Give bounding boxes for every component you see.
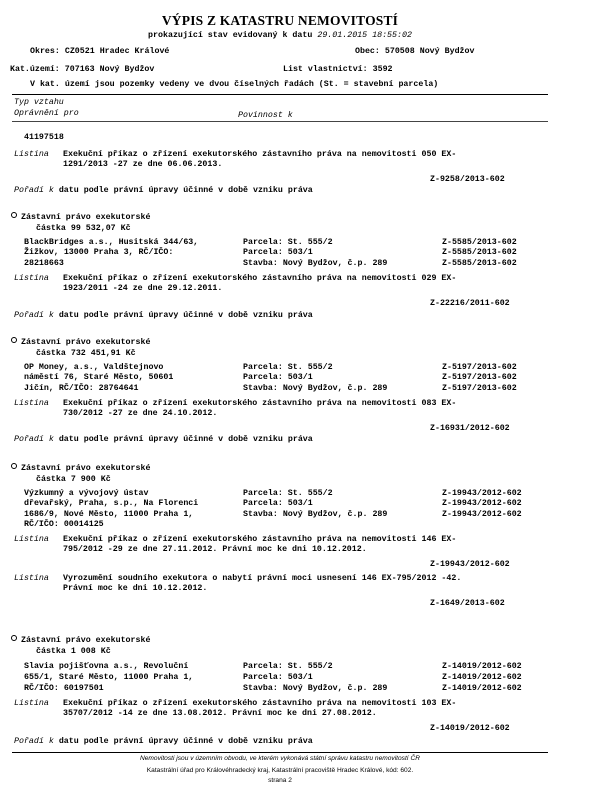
page-number: strana 2	[268, 777, 292, 784]
subtitle-date: 29.01.2015 18:55:02	[317, 31, 412, 40]
poradi-text: datu podle právní úpravy účinné v době vzniku práva	[58, 311, 313, 320]
entry-heading: Zástavní právo exekutorské	[11, 337, 150, 348]
entry-heading: Zástavní právo exekutorské	[11, 463, 150, 474]
parcel-line: Parcela: St. 555/2	[243, 238, 333, 247]
parcel-line: Parcela: 503/1	[243, 373, 313, 382]
listina-line: Exekuční příkaz o zřízení exekutorského zástavního práva na nemovitosti 050 EX-	[63, 150, 457, 159]
parcel-line: Parcela: St. 555/2	[243, 363, 333, 372]
entry-heading: Zástavní právo exekutorské	[11, 635, 150, 646]
creditor-line: Slavia pojišťovna a.s., Revoluční	[24, 662, 189, 671]
bullet-icon	[11, 463, 17, 469]
poradi-label: Pořadí k	[14, 435, 54, 444]
listina-line: 1291/2013 -27 ze dne 06.06.2013.	[63, 160, 223, 169]
poradi-label: Pořadí k	[14, 186, 54, 195]
listina-line: Právní moc ke dni 10.12.2012.	[63, 584, 208, 593]
listina-line: 1923/2011 -24 ze dne 29.12.2011.	[63, 284, 223, 293]
parcel-line: Stavba: Nový Bydžov, č.p. 289	[243, 684, 388, 693]
listina-ref: Z-19943/2012-602	[430, 560, 510, 569]
subtitle-text: prokazující stav evidovaný k datu	[148, 31, 313, 40]
listina-ref: Z-22216/2011-602	[430, 299, 510, 308]
listina-label: Listina	[14, 699, 49, 708]
parcel-line: Stavba: Nový Bydžov, č.p. 289	[243, 510, 388, 519]
document-title: VÝPIS Z KATASTRU NEMOVITOSTÍ	[161, 13, 399, 28]
ref-line: Z-5585/2013-602	[442, 259, 517, 268]
listina-ref: Z-1649/2013-602	[430, 599, 505, 608]
listina-line: 730/2012 -27 ze dne 24.10.2012.	[63, 409, 218, 418]
creditor-line: 1686/9, Nové Město, 11000 Praha 1,	[24, 510, 194, 519]
column-divider	[12, 121, 548, 122]
parcel-line: Stavba: Nový Bydžov, č.p. 289	[243, 384, 388, 393]
entry-heading: Zástavní právo exekutorské	[11, 212, 150, 223]
creditor-line: OP Money, a.s., Valdštejnovo	[24, 363, 164, 372]
listina-label: Listina	[14, 399, 49, 408]
header-note: V kat. území jsou pozemky vedeny ve dvou číselných řadách (St. = stavební parcela)	[30, 80, 439, 89]
document-subtitle	[0, 31, 560, 41]
parcel-line: Stavba: Nový Bydžov, č.p. 289	[243, 259, 388, 268]
creditor-line: Výzkumný a vývojový ústav	[24, 489, 149, 498]
entry-amount: částka 99 532,07 Kč	[36, 224, 131, 233]
creditor-line: RČ/IČO: 60197501	[24, 684, 104, 693]
parcel-line: Parcela: St. 555/2	[243, 662, 333, 671]
listina-label: Listina	[14, 574, 49, 583]
bullet-icon	[11, 635, 17, 641]
creditor-line: Žižkov, 13000 Praha 3, RČ/IČO:	[24, 248, 174, 257]
listina-ref: Z-9258/2013-602	[430, 175, 505, 184]
listina-label: Listina	[14, 535, 49, 544]
ref-line: Z-14019/2012-602	[442, 662, 522, 671]
column-typ: Typ vztahu	[14, 98, 64, 107]
creditor-line: BlackBridges a.s., Husitská 344/63,	[24, 238, 199, 247]
poradi-label: Pořadí k	[14, 311, 54, 320]
poradi-row	[14, 311, 313, 321]
footer-line-1: Nemovitosti jsou v územním obvodu, ve kterém vykonává státní správu katastru nemovitostí ČR	[140, 755, 420, 762]
listina-ref: Z-14019/2012-602	[430, 724, 510, 733]
poradi-row	[14, 186, 313, 196]
ref-line: Z-5585/2013-602	[442, 238, 517, 247]
parcel-line: Parcela: 503/1	[243, 248, 313, 257]
ref-line: Z-14019/2012-602	[442, 684, 522, 693]
poradi-text: datu podle právní úpravy účinné v době vzniku práva	[58, 435, 313, 444]
ref-line: Z-5197/2013-602	[442, 363, 517, 372]
header-divider	[12, 94, 548, 95]
bullet-icon	[11, 337, 17, 343]
parcel-line: Parcela: 503/1	[243, 673, 313, 682]
entry-amount: částka 732 451,91 Kč	[36, 349, 136, 358]
listina-line: 35707/2012 -14 ze dne 13.08.2012. Právní moc ke dni 27.08.2012.	[63, 709, 377, 718]
poradi-row	[14, 737, 313, 747]
footer-line-2: Katastrální úřad pro Královéhradecký kraj, Katastrální pracoviště Hradec Králové, kód: 602.	[146, 767, 414, 774]
poradi-label: Pořadí k	[14, 737, 54, 746]
footer-divider	[12, 752, 548, 753]
header-okres: Okres: CZ0521 Hradec Králové	[30, 47, 170, 56]
listina-line: Exekuční příkaz o zřízení exekutorského zástavního práva na nemovitosti 103 EX-	[63, 699, 457, 708]
entry-amount: částka 7 900 Kč	[36, 475, 111, 484]
header-katuzemi: Kat.území: 707163 Nový Bydžov	[10, 65, 155, 74]
listina-line: Vyrozumění soudního exekutora o nabytí právní moci usnesení 146 EX-795/2012 -42.	[63, 574, 462, 583]
column-povinnost: Povinnost k	[238, 111, 293, 120]
poradi-row	[14, 435, 313, 445]
ref-line: Z-19943/2012-602	[442, 510, 522, 519]
parcel-line: Parcela: 503/1	[243, 499, 313, 508]
ref-line: Z-14019/2012-602	[442, 673, 522, 682]
creditor-line: 655/1, Staré Město, 11000 Praha 1,	[24, 673, 194, 682]
column-opravneni: Oprávnění pro	[14, 109, 79, 118]
ref-line: Z-5197/2013-602	[442, 373, 517, 382]
poradi-text: datu podle právní úpravy účinné v době vzniku práva	[58, 186, 313, 195]
listina-line: Exekuční příkaz o zřízení exekutorského zástavního práva na nemovitosti 146 EX-	[63, 535, 457, 544]
listina-label: Listina	[14, 150, 49, 159]
ref-line: Z-5585/2013-602	[442, 248, 517, 257]
ref-line: Z-19943/2012-602	[442, 489, 522, 498]
creditor-line: náměstí 76, Staré Město, 50601	[24, 373, 174, 382]
ref-line: Z-5197/2013-602	[442, 384, 517, 393]
creditor-line: dřevařský, Praha, s.p., Na Florenci	[24, 499, 199, 508]
listina-line: 795/2012 -29 ze dne 27.11.2012. Právní moc ke dni 10.12.2012.	[63, 545, 367, 554]
header-list: List vlastnictví: 3592	[283, 65, 393, 74]
creditor-line: Jičín, RČ/IČO: 28764641	[24, 384, 139, 393]
listina-line: Exekuční příkaz o zřízení exekutorského zástavního práva na nemovitosti 029 EX-	[63, 274, 457, 283]
top-id: 41197518	[24, 133, 64, 142]
listina-label: Listina	[14, 274, 49, 283]
creditor-line: 28218663	[24, 259, 64, 268]
bullet-icon	[11, 212, 17, 218]
listina-ref: Z-16931/2012-602	[430, 424, 510, 433]
parcel-line: Parcela: St. 555/2	[243, 489, 333, 498]
header-obec: Obec: 570508 Nový Bydžov	[355, 47, 475, 56]
listina-line: Exekuční příkaz o zřízení exekutorského zástavního práva na nemovitosti 083 EX-	[63, 399, 457, 408]
entry-amount: částka 1 008 Kč	[36, 647, 111, 656]
ref-line: Z-19943/2012-602	[442, 499, 522, 508]
creditor-line: RČ/IČO: 00014125	[24, 520, 104, 529]
poradi-text: datu podle právní úpravy účinné v době vzniku práva	[58, 737, 313, 746]
